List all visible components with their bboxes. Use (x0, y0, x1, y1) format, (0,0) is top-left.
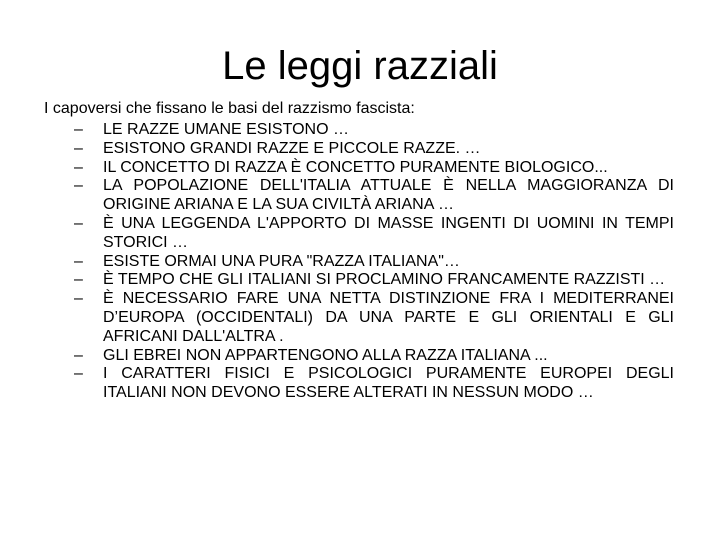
list-item (74, 365, 674, 403)
bullet-dash: – (74, 271, 83, 289)
bullet-dash: – (74, 365, 83, 383)
bullet-dash: – (74, 158, 83, 176)
list-item-text: I CARATTERI FISICI E PSICOLOGICI PURAMENTE EUROPEI DEGLI ITALIANI NON DEVONO ESSERE ALTERATI IN NESSUN MODO … (103, 365, 674, 402)
intro-text: I capoversi che fissano le basi del razzismo fascista: (44, 100, 415, 117)
list-item (74, 177, 674, 215)
list-item-text: IL CONCETTO DI RAZZA È CONCETTO PURAMENTE BIOLOGICO... (103, 158, 608, 176)
list-item-text: LE RAZZE UMANE ESISTONO … (103, 121, 349, 138)
list-item-text: LA POPOLAZIONE DELL'ITALIA ATTUALE È NELLA MAGGIORANZA DI ORIGINE ARIANA E LA SUA CIVILTÀ ARIANA … (103, 177, 674, 214)
list-item-text: ESISTONO GRANDI RAZZE E PICCOLE RAZZE. … (103, 139, 481, 157)
list-item (74, 140, 674, 159)
list-item (74, 347, 674, 366)
list-item-text: ESISTE ORMAI UNA PURA "RAZZA ITALIANA"… (103, 252, 460, 270)
slide-title: Le leggi razziali (222, 44, 498, 88)
bullet-dash: – (74, 139, 83, 157)
list-item (74, 159, 674, 178)
bullet-dash: – (74, 121, 83, 138)
bullet-dash: – (74, 290, 83, 308)
bullet-dash: – (74, 252, 83, 270)
list-item (74, 215, 674, 253)
bullet-dash: – (74, 214, 83, 232)
bullet-dash: – (74, 177, 83, 195)
list-item-text: È TEMPO CHE GLI ITALIANI SI PROCLAMINO FRANCAMENTE RAZZISTI … (103, 271, 666, 289)
list-item (74, 121, 674, 140)
bullet-list (74, 121, 674, 403)
list-item (74, 290, 674, 346)
list-item-text: È UNA LEGGENDA L'APPORTO DI MASSE INGENTI DI UOMINI IN TEMPI STORICI … (103, 214, 674, 251)
bullet-dash: – (74, 346, 83, 364)
list-item (74, 271, 674, 290)
list-item (74, 253, 674, 272)
list-item-text: GLI EBREI NON APPARTENGONO ALLA RAZZA ITALIANA ... (103, 346, 548, 364)
list-item-text: È NECESSARIO FARE UNA NETTA DISTINZIONE FRA I MEDITERRANEI D’EUROPA (OCCIDENTALI) DA UNA PARTE E GLI ORIENTALI E GLI AFRICANI DALL'ALTRA . (103, 290, 674, 345)
